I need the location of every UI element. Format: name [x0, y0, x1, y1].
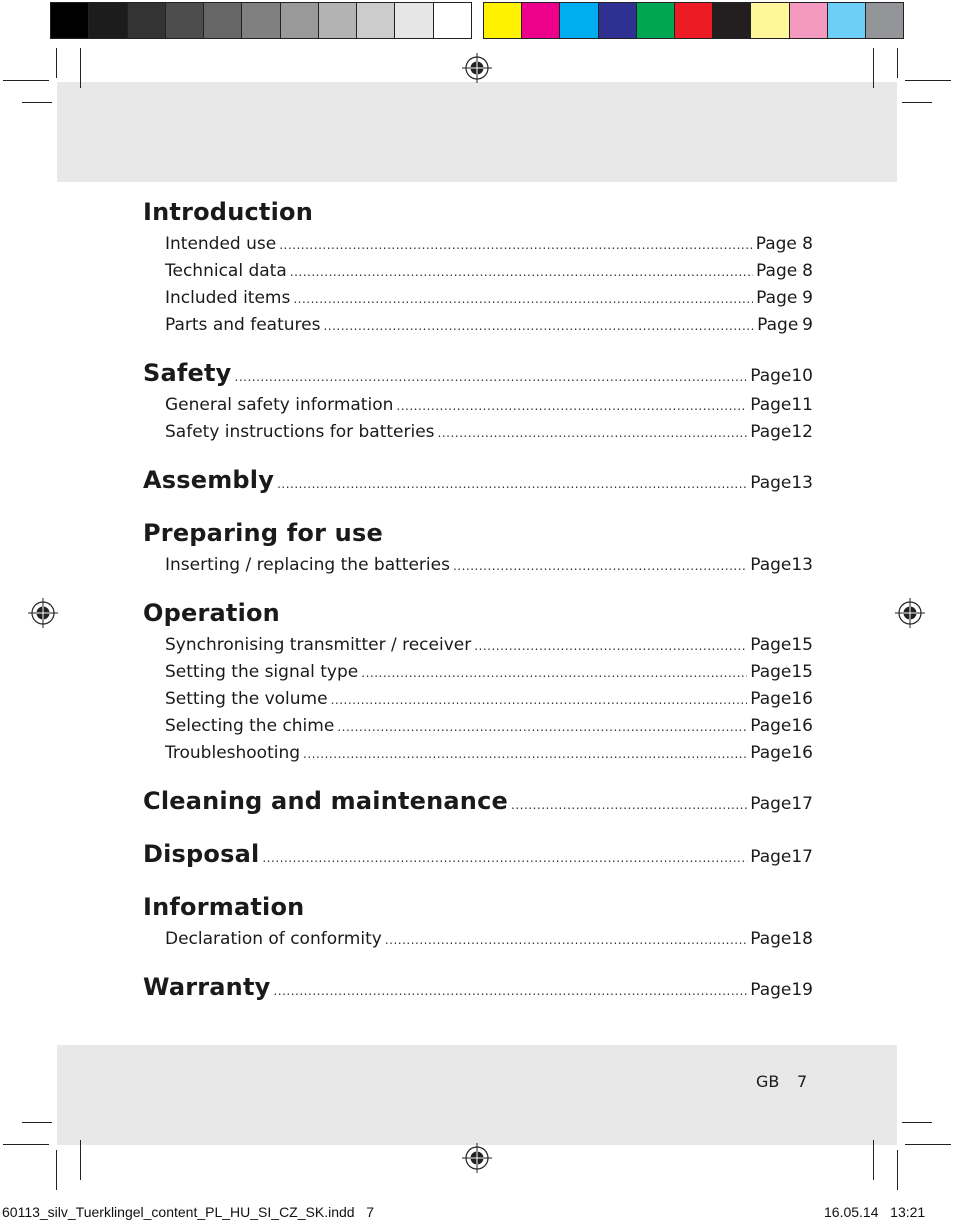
registration-mark-icon: [462, 53, 492, 83]
toc-heading: Preparing for use: [143, 519, 383, 547]
toc-entry[interactable]: [143, 635, 813, 662]
page-number: 18: [791, 929, 813, 949]
toc-section: [143, 893, 813, 956]
section-spacer: [143, 823, 813, 840]
leader-dots: [273, 984, 747, 998]
crop-mark: [873, 48, 874, 88]
page-label: Page: [750, 716, 792, 736]
toc-heading-row[interactable]: [143, 973, 813, 1009]
page-number: 12: [791, 422, 813, 442]
toc-heading-row[interactable]: [143, 893, 813, 929]
section-spacer: [143, 956, 813, 973]
toc-section: [143, 599, 813, 770]
color-swatch: [522, 3, 560, 38]
color-swatch: [751, 3, 789, 38]
toc-entry[interactable]: [143, 555, 813, 582]
page-number: 16: [791, 743, 813, 763]
toc-heading-row[interactable]: [143, 519, 813, 555]
color-swatch: [204, 3, 242, 38]
page-number: 19: [791, 980, 813, 1000]
page-label: Page: [750, 422, 792, 442]
page-label: Page: [755, 234, 797, 254]
grayscale-color-bar: [50, 2, 472, 39]
crop-mark: [3, 80, 49, 81]
toc-section: [143, 519, 813, 582]
page-number: 17: [791, 794, 813, 814]
footer-page-number: 7: [797, 1072, 808, 1091]
toc-heading-row[interactable]: [143, 466, 813, 502]
crop-mark: [905, 80, 951, 81]
crop-mark: [873, 1140, 874, 1180]
color-swatch: [319, 3, 357, 38]
toc-entry-title: Intended use: [165, 234, 277, 254]
page-label: Page: [750, 662, 792, 682]
crop-mark: [905, 1144, 951, 1145]
color-swatch: [675, 3, 713, 38]
page-label: Page: [750, 366, 792, 386]
page-number: 8: [802, 234, 813, 254]
color-swatch: [790, 3, 828, 38]
section-spacer: [143, 449, 813, 466]
crop-mark: [80, 48, 81, 88]
section-spacer: [143, 582, 813, 599]
color-swatch: [484, 3, 522, 38]
color-swatch: [89, 3, 127, 38]
footer-band: [57, 1045, 897, 1145]
leader-dots: [323, 319, 754, 333]
page-number: 10: [791, 366, 813, 386]
registration-mark-icon: [28, 598, 58, 628]
toc-entry-title: Included items: [165, 288, 291, 308]
toc-entry-title: Setting the volume: [165, 689, 328, 709]
section-spacer: [143, 876, 813, 893]
toc-entry[interactable]: [143, 315, 813, 342]
toc-section: [143, 359, 813, 449]
toc-heading-row[interactable]: [143, 787, 813, 823]
toc-heading: Warranty: [143, 973, 271, 1001]
toc-entry-title: Declaration of conformity: [165, 929, 382, 949]
toc-entry-title: Setting the signal type: [165, 662, 359, 682]
registration-mark-icon: [895, 598, 925, 628]
toc-heading: Cleaning and maintenance: [143, 787, 508, 815]
leader-dots: [337, 720, 747, 734]
crop-mark: [22, 1122, 52, 1123]
page-number: 9: [802, 288, 813, 308]
toc-section: [143, 787, 813, 823]
page-label: Page: [750, 635, 792, 655]
leader-dots: [277, 477, 747, 491]
toc-entry[interactable]: [143, 929, 813, 956]
crop-mark: [80, 1140, 81, 1180]
leader-dots: [396, 399, 747, 413]
page-number: 16: [791, 689, 813, 709]
page-label: Page: [750, 395, 792, 415]
toc-section: [143, 198, 813, 342]
toc-heading-row[interactable]: [143, 599, 813, 635]
page-label: Page: [750, 555, 792, 575]
toc-section: [143, 840, 813, 876]
color-swatch: [242, 3, 280, 38]
toc-entry-title: Selecting the chime: [165, 716, 335, 736]
leader-dots: [279, 238, 752, 252]
toc-entry[interactable]: [143, 234, 813, 261]
color-swatch: [166, 3, 204, 38]
toc-heading-row[interactable]: [143, 359, 813, 395]
crop-mark: [22, 102, 52, 103]
leader-dots: [361, 666, 747, 680]
color-swatch: [866, 3, 903, 38]
crop-mark: [56, 48, 57, 78]
page-number: 9: [802, 315, 813, 335]
page-label: Page: [756, 288, 798, 308]
leader-dots: [511, 798, 747, 812]
toc-entry-title: Safety instructions for batteries: [165, 422, 435, 442]
page-number: 11: [791, 395, 813, 415]
color-swatch: [637, 3, 675, 38]
leader-dots: [474, 639, 747, 653]
page-label: Page: [750, 980, 792, 1000]
page-label: Page: [750, 847, 792, 867]
leader-dots: [331, 693, 748, 707]
toc-heading: Assembly: [143, 466, 275, 494]
page-number: 13: [791, 473, 813, 493]
color-swatch: [434, 3, 471, 38]
footer-language-code: GB: [756, 1072, 780, 1091]
crop-mark: [902, 102, 932, 103]
leader-dots: [262, 851, 747, 865]
toc-entry[interactable]: [143, 689, 813, 716]
page-number: 16: [791, 716, 813, 736]
toc-heading-row[interactable]: [143, 198, 813, 234]
toc-section: [143, 466, 813, 502]
toc-heading: Disposal: [143, 840, 260, 868]
page-number: 17: [791, 847, 813, 867]
crop-mark: [3, 1144, 49, 1145]
color-swatch: [128, 3, 166, 38]
print-slug-datetime: 16.05.14 13:21: [824, 1204, 926, 1220]
toc-entry-title: Troubleshooting: [165, 743, 301, 763]
registration-mark-icon: [462, 1143, 492, 1173]
page-number: 8: [802, 261, 813, 281]
page-label: Page: [750, 473, 792, 493]
toc-entry-title: Synchronising transmitter / receiver: [165, 635, 472, 655]
page-label: Page: [757, 315, 799, 335]
color-swatch: [713, 3, 751, 38]
toc-entry-title: Parts and features: [165, 315, 321, 335]
crop-mark: [902, 1122, 932, 1123]
toc-heading: Information: [143, 893, 305, 921]
toc-entry[interactable]: [143, 288, 813, 315]
leader-dots: [438, 426, 748, 440]
page-number: 15: [791, 635, 813, 655]
toc-heading: Introduction: [143, 198, 313, 226]
color-swatch: [51, 3, 89, 38]
color-swatch: [357, 3, 395, 38]
toc-entry[interactable]: [143, 261, 813, 288]
crop-mark: [897, 48, 898, 78]
page-label: Page: [756, 261, 798, 281]
section-spacer: [143, 502, 813, 519]
toc-entry[interactable]: [143, 422, 813, 449]
header-band: [57, 82, 897, 182]
color-swatch: [560, 3, 598, 38]
toc-entry[interactable]: [143, 395, 813, 422]
toc-entry[interactable]: [143, 716, 813, 743]
process-color-bar: [483, 2, 904, 39]
toc-heading-row[interactable]: [143, 840, 813, 876]
color-swatch: [281, 3, 319, 38]
toc-heading: Safety: [143, 359, 232, 387]
toc-heading: Operation: [143, 599, 280, 627]
page-number: 13: [791, 555, 813, 575]
toc-section: [143, 973, 813, 1009]
page-label: Page: [750, 689, 792, 709]
section-spacer: [143, 342, 813, 359]
leader-dots: [453, 559, 747, 573]
page-label: Page: [750, 794, 792, 814]
leader-dots: [235, 370, 748, 384]
table-of-contents: [143, 198, 813, 1009]
toc-entry[interactable]: [143, 662, 813, 689]
section-spacer: [143, 770, 813, 787]
toc-entry[interactable]: [143, 743, 813, 770]
leader-dots: [290, 265, 753, 279]
color-swatch: [599, 3, 637, 38]
toc-entry-title: Technical data: [165, 261, 287, 281]
toc-entry-title: Inserting / replacing the batteries: [165, 555, 450, 575]
leader-dots: [293, 292, 753, 306]
page-number: 15: [791, 662, 813, 682]
toc-entry-title: General safety information: [165, 395, 394, 415]
print-slug-filename: 60113_silv_Tuerklingel_content_PL_HU_SI_CZ_SK.indd 7: [2, 1204, 375, 1220]
crop-mark: [897, 1150, 898, 1190]
page-label: Page: [750, 929, 792, 949]
color-swatch: [828, 3, 866, 38]
page-label: Page: [750, 743, 792, 763]
leader-dots: [385, 933, 747, 947]
leader-dots: [303, 747, 747, 761]
color-swatch: [395, 3, 433, 38]
crop-mark: [56, 1150, 57, 1190]
